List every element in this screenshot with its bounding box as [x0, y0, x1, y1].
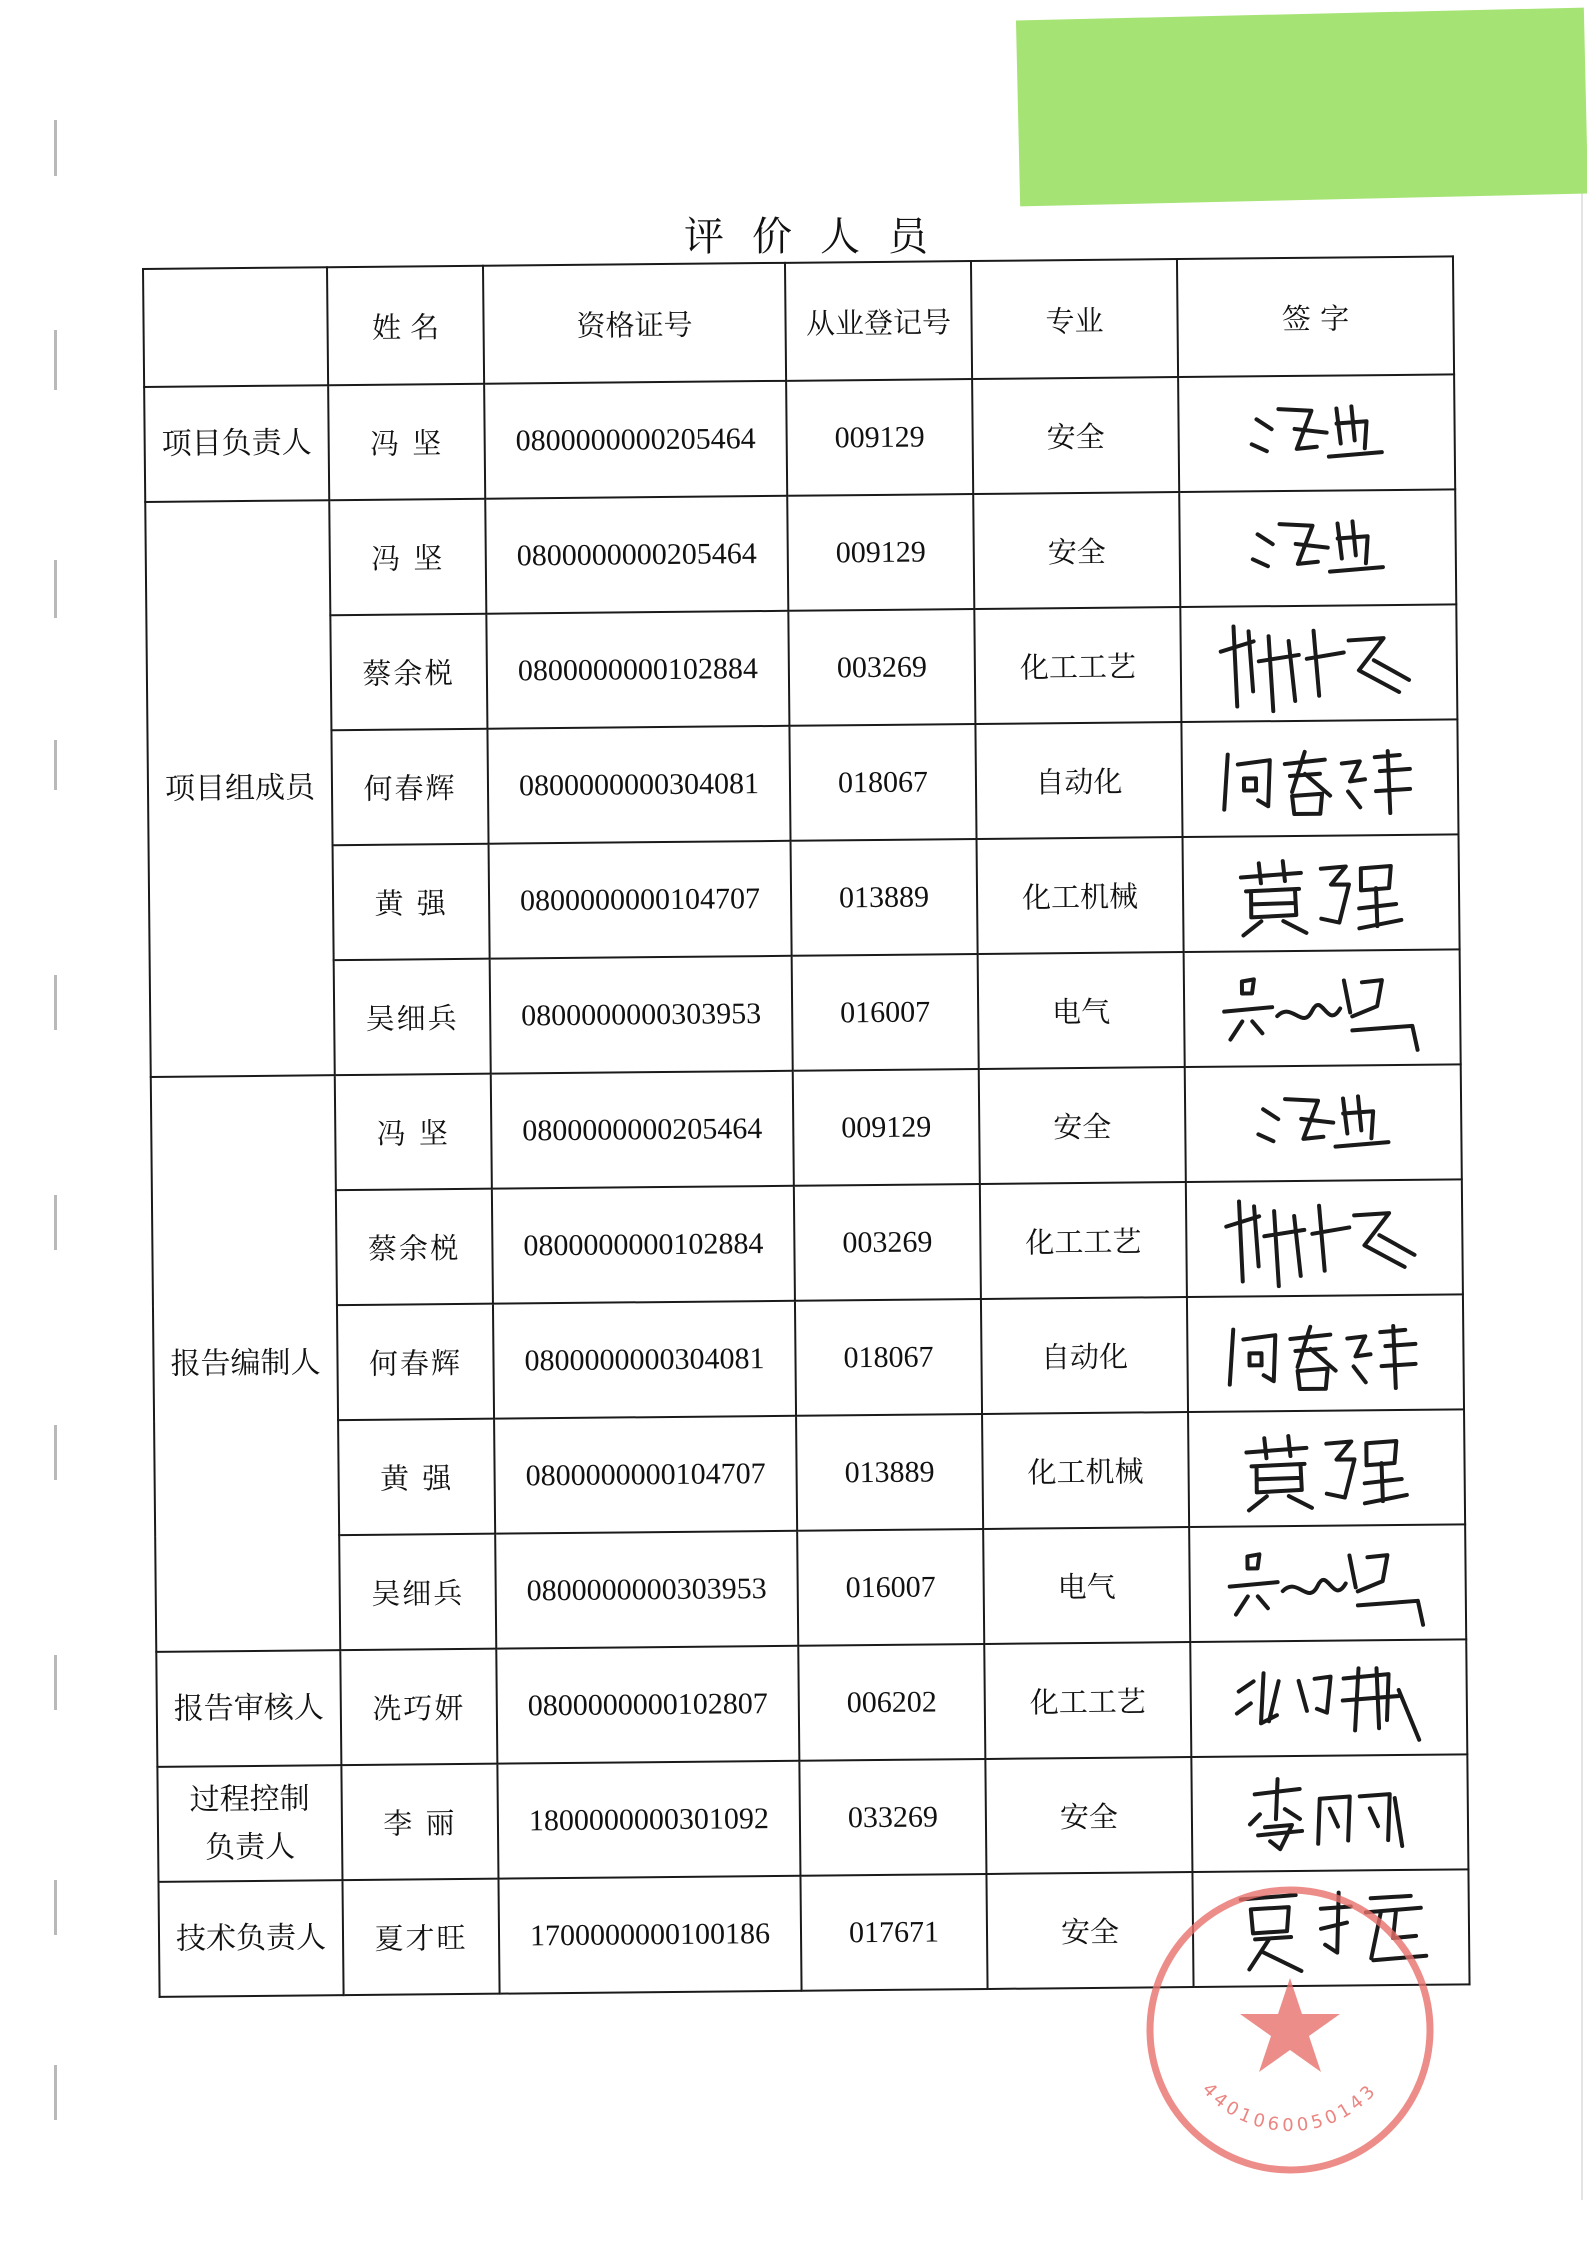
- reg-cell: 016007: [797, 1529, 984, 1646]
- signature: [1217, 502, 1418, 594]
- reg-cell: 013889: [791, 839, 978, 956]
- table-row: [146, 604, 1457, 732]
- name-cell: 吴细兵: [334, 959, 491, 1075]
- table-row: [152, 1179, 1463, 1307]
- reg-cell: 006202: [798, 1644, 985, 1761]
- reg-cell: 017671: [800, 1874, 987, 1991]
- cert-cell: 0800000000205464: [491, 1071, 794, 1189]
- header-cell-major: 专业: [971, 259, 1178, 379]
- header-cell-role: [143, 267, 328, 387]
- role-cell: 报告编制人: [151, 1075, 341, 1652]
- cert-cell: 0800000000102884: [492, 1186, 795, 1304]
- name-cell: 冯 坚: [328, 384, 485, 500]
- signature-cell: [1184, 949, 1461, 1067]
- name-cell: 冯 坚: [335, 1074, 492, 1190]
- scan-mark: [54, 120, 57, 176]
- signature-cell: [1179, 489, 1456, 607]
- signature: [1212, 960, 1433, 1057]
- scan-mark: [54, 2065, 57, 2120]
- name-cell: 李 丽: [341, 1764, 498, 1880]
- major-cell: 化工工艺: [974, 607, 1181, 724]
- cert-cell: 0800000000102807: [496, 1646, 799, 1764]
- signature: [1210, 732, 1431, 824]
- cert-cell: 0800000000104707: [489, 841, 792, 959]
- signature: [1215, 1307, 1436, 1399]
- scan-mark: [54, 1195, 57, 1250]
- name-cell: 蔡余棁: [336, 1189, 493, 1305]
- reg-cell: 016007: [792, 954, 979, 1071]
- major-cell: 自动化: [975, 722, 1182, 839]
- major-cell: 自动化: [981, 1297, 1188, 1414]
- reg-cell: 033269: [799, 1759, 986, 1876]
- table-row: [151, 1064, 1462, 1192]
- cert-cell: 1700000000100186: [498, 1876, 801, 1994]
- signature: [1214, 1185, 1435, 1292]
- cert-cell: 0800000000205464: [485, 496, 788, 614]
- major-cell: 电气: [983, 1527, 1190, 1644]
- role-cell: [157, 1765, 342, 1882]
- major-cell: 安全: [986, 1872, 1193, 1989]
- table-header-row: [143, 256, 1454, 387]
- sticky-note: [1016, 8, 1587, 207]
- cert-cell: 0800000000303953: [495, 1531, 798, 1649]
- signature-cell: [1181, 719, 1458, 837]
- page-title: 评价人员: [684, 214, 956, 260]
- reg-cell: 018067: [789, 724, 976, 841]
- signature-cell: [1180, 604, 1457, 722]
- reg-cell: 009129: [793, 1069, 980, 1186]
- header-cell-cert: 资格证号: [483, 263, 786, 384]
- name-cell: 吴细兵: [339, 1534, 496, 1650]
- major-cell: 安全: [979, 1067, 1186, 1184]
- major-cell: 安全: [972, 377, 1179, 494]
- signature-cell: [1186, 1179, 1463, 1297]
- signature: [1208, 610, 1429, 717]
- role-line: 负责人: [204, 1829, 296, 1865]
- major-cell: 化工机械: [982, 1412, 1189, 1529]
- name-cell: 黄 强: [333, 844, 490, 960]
- scan-mark: [54, 1880, 57, 1935]
- signature: [1223, 1077, 1424, 1169]
- name-cell: 何春辉: [331, 729, 488, 845]
- cert-cell: 0800000000104707: [494, 1416, 797, 1534]
- major-cell: 电气: [978, 952, 1185, 1069]
- seal-star-icon: [1240, 1978, 1340, 2072]
- table-row: [147, 719, 1458, 847]
- reg-cell: 009129: [787, 494, 974, 611]
- table-row: [144, 374, 1455, 502]
- major-cell: 化工工艺: [984, 1642, 1191, 1759]
- header-cell-name: 姓 名: [327, 266, 484, 385]
- signature-cell: [1187, 1294, 1464, 1412]
- major-cell: 安全: [985, 1757, 1192, 1874]
- name-cell: 黄 强: [338, 1419, 495, 1535]
- reg-cell: 009129: [786, 379, 973, 496]
- role-line: 过程控制: [189, 1780, 310, 1818]
- table-row: [149, 834, 1460, 962]
- signature-cell: [1189, 1524, 1466, 1642]
- table-row: [155, 1524, 1466, 1652]
- scan-mark: [54, 975, 57, 1030]
- signature: [1218, 1650, 1439, 1747]
- role-cell: 报告审核人: [156, 1650, 341, 1767]
- table-row: [150, 949, 1461, 1077]
- cert-cell: 0800000000304081: [487, 726, 790, 844]
- reg-cell: 003269: [794, 1184, 981, 1301]
- reg-cell: 013889: [796, 1414, 983, 1531]
- signature: [1226, 1422, 1427, 1514]
- company-seal: [1140, 1880, 1440, 2180]
- table-row: [157, 1754, 1468, 1882]
- scan-mark: [54, 560, 57, 618]
- scan-mark: [54, 330, 57, 390]
- page-edge: [1581, 40, 1583, 2200]
- seal-number: 4401060050143: [1197, 2078, 1383, 2136]
- signature: [1221, 847, 1422, 939]
- scan-mark: [54, 1655, 57, 1710]
- reg-cell: 018067: [795, 1299, 982, 1416]
- cert-cell: 1800000000301092: [497, 1761, 800, 1879]
- personnel-table: [142, 255, 1471, 1998]
- major-cell: 安全: [973, 492, 1180, 609]
- cert-cell: 0800000000102884: [486, 611, 789, 729]
- signature-cell: [1185, 1064, 1462, 1182]
- signature-cell: [1191, 1754, 1468, 1872]
- name-cell: 何春辉: [337, 1304, 494, 1420]
- header-cell-signature: 签 字: [1177, 256, 1454, 377]
- role-cell: 技术负责人: [158, 1880, 343, 1997]
- table-row: [156, 1639, 1467, 1767]
- cert-cell: 0800000000304081: [493, 1301, 796, 1419]
- table-row: [153, 1294, 1464, 1422]
- signature: [1216, 387, 1417, 479]
- table-row: [154, 1409, 1465, 1537]
- header-cell-reg: 从业登记号: [785, 261, 972, 381]
- role-cell: 项目组成员: [145, 500, 335, 1077]
- scan-mark: [54, 740, 57, 790]
- name-cell: 蔡余棁: [330, 614, 487, 730]
- signature-cell: [1190, 1639, 1467, 1757]
- major-cell: 化工工艺: [980, 1182, 1187, 1299]
- cert-cell: 0800000000205464: [484, 381, 787, 499]
- role-cell: 项目负责人: [144, 385, 329, 502]
- major-cell: 化工机械: [977, 837, 1184, 954]
- name-cell: 冯 坚: [329, 499, 486, 615]
- table-row: [145, 489, 1456, 617]
- cert-cell: 0800000000303953: [490, 956, 793, 1074]
- signature: [1217, 1535, 1438, 1632]
- scan-mark: [54, 1425, 57, 1480]
- reg-cell: 003269: [788, 609, 975, 726]
- signature-cell: [1178, 374, 1455, 492]
- signature: [1229, 1767, 1430, 1859]
- signature-cell: [1183, 834, 1460, 952]
- personnel-table-wrap: [142, 255, 1469, 2007]
- name-cell: 夏才旺: [342, 1879, 499, 1995]
- name-cell: 冼巧妍: [340, 1649, 497, 1765]
- signature-cell: [1188, 1409, 1465, 1527]
